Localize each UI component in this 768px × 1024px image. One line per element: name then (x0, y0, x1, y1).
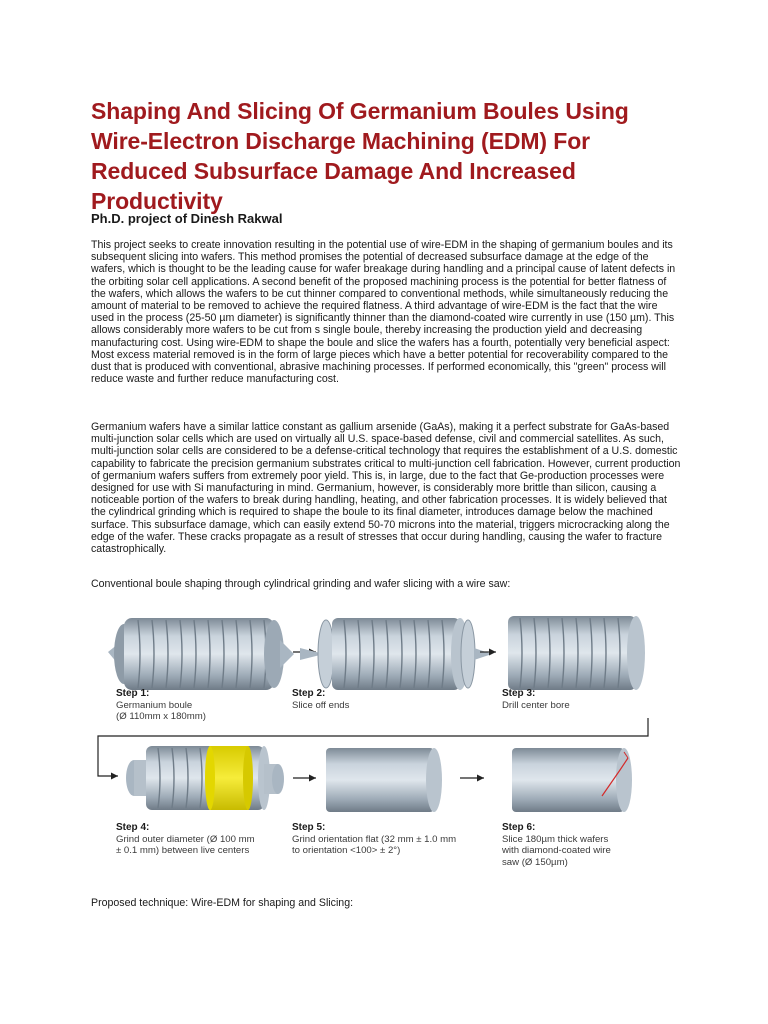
step5-boule-graphic (326, 748, 442, 812)
step3-boule-graphic (508, 616, 645, 690)
step6-boule-graphic (512, 748, 632, 812)
figure-caption-proposed: Proposed technique: Wire-EDM for shaping and Slicing: (91, 897, 354, 909)
step-4-label: Step 4: Grind outer diameter (Ø 100 mm ± 0.1 mm) between live centers (116, 822, 255, 857)
paragraph-intro: This project seeks to create innovation resulting in the potential use of wire-EDM in the shaping of germanium boules and its subsequent slicing into wafers. This method promises the potential of decreased subsurface damage at the edge of the wafers, which is thought to be the leading cause for wafer breakage during handling and a principal cause of latent defects in the orbiting solar cell applications. A second benefit of the proposed machining process is the potential for better flatness of the wafers, which allows the wafers to be cut thinner compared to conventional methods, while simultaneously reducing the amount of material to be removed to achieve the required flatness. A third advantage of wire-EDM is the fact that the wire used in the process (25-50 µm diameter) is significantly thinner than the diamond-coated wire currently in use (150 µm). This allows considerably more wafers to be cut from s single boule, thereby increasing the production yield and decreasing manufacturing cost. Using wire-EDM to shape the boule and slice the wafers has a fourth, potentially very beneficial aspect: Most excess material removed is in the form of large pieces which have a better potential for recoverability compared to the dust that is produced with conventional, abrasive machining processes. If performed economically, this "green" process will reduce waste and further reduce manufacturing cost. (91, 239, 676, 386)
step1-boule-graphic (108, 618, 294, 690)
step-3-label: Step 3: Drill center bore (502, 688, 570, 711)
step4-boule-graphic (126, 746, 284, 810)
step2-boule-graphic (300, 618, 492, 690)
paragraph-background: Germanium wafers have a similar lattice constant as gallium arsenide (GaAs), making it a perfect substrate for GaAs-based multi-junction solar cells which are used on virtually all U.S. space-based defense, civil and commercial satellites. As such, multi-junction solar cells are considered to be a defense-critical technology that requires the establishment of a U.S. domestic capability to fabricate the precision germanium substrates critical to multi-junction cell fabrication. However, current production of germanium wafers suffers from extremely poor yield. This is, in large, due to the fact that Ge-production processes were designed for use with Si manufacturing in mind. Germanium, however, is considerably more brittle than silicon, causing a noticeable portion of the wafers to break during handling, heating, and other fabrication processes. It is widely believed that the cylindrical grinding which is required to shape the boule to its final diameter, introduces damage below the machined surface. This subsurface damage, which can easily extend 50-70 microns into the material, triggers microcracking along the edge of the wafer. These cracks propagate as a result of stresses that occur during handling, causing the wafer to fracture catastrophically. (91, 421, 681, 556)
step-1-label: Step 1: Germanium boule (Ø 110mm x 180mm) (116, 688, 206, 723)
figure-caption-conventional: Conventional boule shaping through cylindrical grinding and wafer slicing with a wire saw: (91, 578, 511, 590)
author-line: Ph.D. project of Dinesh Rakwal (91, 211, 283, 226)
page-title: Shaping And Slicing Of Germanium Boules Using Wire-Electron Discharge Machining (EDM) For Reduced Subsurface Damage And Increased Productivity (91, 98, 629, 214)
step-2-label: Step 2: Slice off ends (292, 688, 350, 711)
step-6-label: Step 6: Slice 180µm thick wafers with diamond-coated wire saw (Ø 150µm) (502, 822, 611, 868)
step-5-label: Step 5: Grind orientation flat (32 mm ± 1.0 mm to orientation <100> ± 2°) (292, 822, 457, 857)
process-figure (88, 600, 688, 880)
